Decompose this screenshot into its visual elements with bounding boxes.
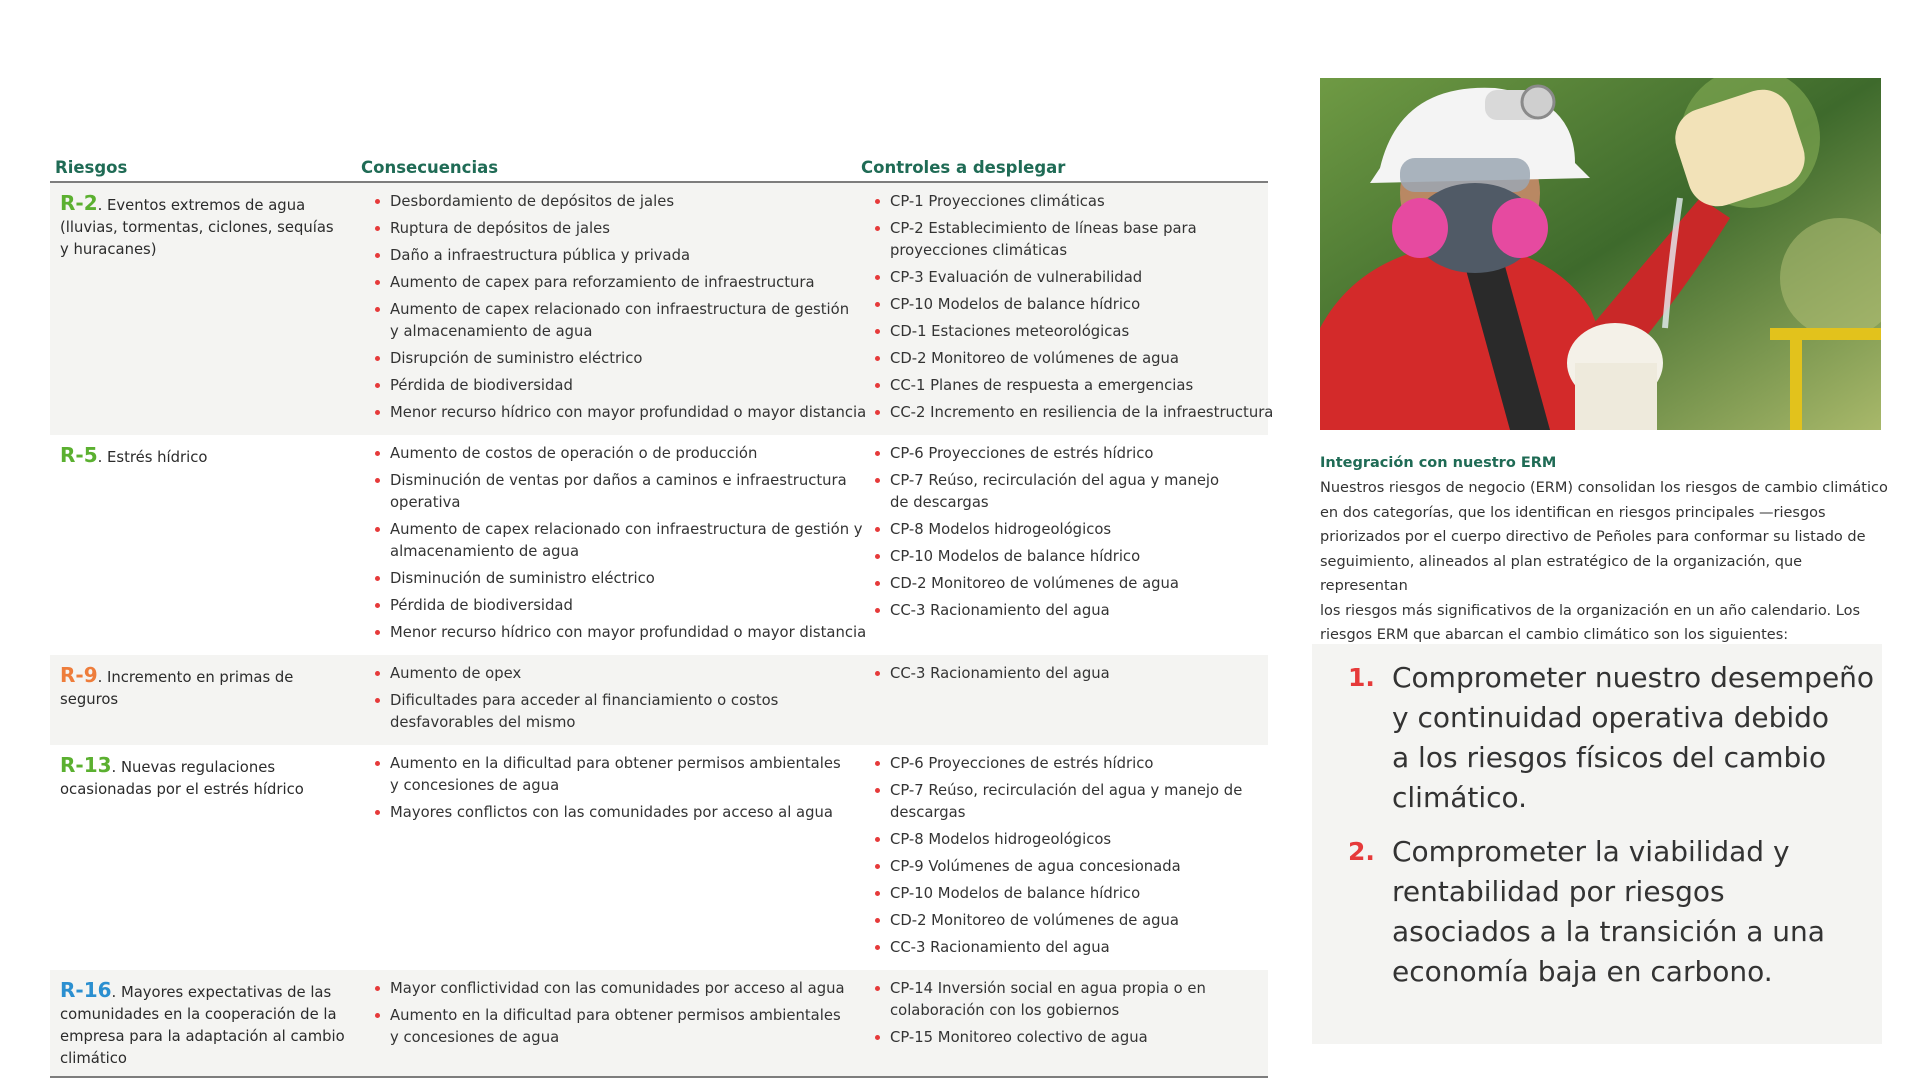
erm-risk-text: a los riesgos físicos del cambio [1392,741,1827,774]
erm-risk-text: y continuidad operativa debido [1392,701,1830,734]
consequence-text: Aumento de costos de operación o de producción [390,445,758,462]
controls-header: Controles a desplegar [856,158,1268,182]
integration-line: los riesgos más significativos de la organización en un año calendario. Los [1320,602,1861,619]
consequence-item [390,568,850,590]
risk-description: . Incremento en primas de seguros [60,669,294,708]
control-item [890,218,1262,262]
control-item [890,191,1262,213]
consequence-item [390,443,850,465]
consequence-text: Desbordamiento de depósitos de jales [390,193,675,210]
consequences-list [366,663,850,734]
control-item [890,856,1262,878]
integration-line: Nuestros riesgos de negocio (ERM) consolidan los riesgos de cambio climático [1320,480,1888,496]
controls-cell [856,435,1268,655]
erm-risk-text: Comprometer nuestro desempeño [1392,661,1875,694]
risk-code: R-9 [60,663,98,687]
control-text: CP-10 Modelos de balance hídrico [890,885,1141,902]
control-item [890,829,1262,851]
erm-risk-text: rentabilidad por riesgos [1392,875,1725,908]
risk-cell [50,745,356,970]
control-text: CC-3 Racionamiento del agua [890,602,1110,619]
consequence-text: Pérdida de biodiversidad [390,377,573,394]
control-item [890,348,1262,370]
control-item [890,883,1262,905]
table-row [50,182,1268,435]
control-item [890,519,1262,541]
consequence-text: Daño a infraestructura pública y privada [390,247,691,264]
controls-list [866,443,1262,622]
risk-description: . Nuevas regulaciones [111,759,276,776]
consequences-list [366,191,867,424]
consequence-text: y concesiones de agua [390,1029,560,1046]
consequences-list [366,443,867,644]
table-row [50,745,1268,970]
control-text: CP-6 Proyecciones de estrés hídrico [890,445,1154,462]
control-item [890,978,1262,1022]
control-text: CP-14 Inversión social en agua propia o en [890,980,1206,997]
consequence-item [390,402,867,424]
control-text: CD-1 Estaciones meteorológicas [890,323,1130,340]
risk-description: (lluvias, tormentas, ciclones, sequías [60,219,334,236]
consequence-item [390,299,850,343]
worker-illustration [1320,78,1881,430]
control-text: CP-2 Establecimiento de líneas base para [890,220,1197,237]
control-text: CP-7 Reúso, recirculación del agua y manejo [890,472,1220,489]
control-text: CD-2 Monitoreo de volúmenes de agua [890,575,1179,592]
control-text: CP-10 Modelos de balance hídrico [890,548,1141,565]
risks-header: Riesgos [50,158,356,182]
control-item [890,321,1262,343]
consequence-item [390,375,850,397]
controls-cell [856,182,1274,435]
integration-paragraph [1320,476,1888,648]
erm-risk-text: asociados a la transición a una [1392,915,1825,948]
erm-risk-number: 2. [1348,837,1375,866]
consequence-text: Aumento de capex relacionado con infraestructura de gestión [390,301,850,318]
control-item [890,470,1262,514]
consequence-text: y concesiones de agua [390,777,560,794]
consequences-cell [356,182,867,435]
consequence-text: Disminución de suministro eléctrico [390,570,655,587]
controls-cell [856,655,1268,745]
control-text: CC-3 Racionamiento del agua [890,665,1110,682]
erm-risk-item [1312,658,1882,818]
risk-code: R-16 [60,978,112,1002]
erm-risk-text: climático. [1392,781,1528,814]
risk-cell [50,655,356,745]
consequence-text: Ruptura de depósitos de jales [390,220,610,237]
consequences-header: Consecuencias [356,158,856,182]
risk-description: . Eventos extremos de agua [97,197,306,214]
control-text: colaboración con los gobiernos [890,1002,1120,1019]
consequence-text: Disminución de ventas por daños a caminos e infraestructura [390,472,847,489]
control-text: CC-3 Racionamiento del agua [890,939,1110,956]
consequence-item [390,218,850,240]
controls-cell [856,745,1268,970]
consequence-text: y almacenamiento de agua [390,323,593,340]
consequences-cell [356,745,856,970]
consequence-item [390,348,850,370]
consequence-text: Aumento en la dificultad para obtener permisos ambientales [390,1007,841,1024]
consequence-text: Disrupción de suministro eléctrico [390,350,643,367]
risk-description: y huracanes) [60,241,157,258]
control-item [890,267,1262,289]
controls-list [866,978,1262,1049]
consequence-item [390,191,850,213]
erm-risk-text: Comprometer la viabilidad y [1392,835,1790,868]
controls-list [866,191,1274,424]
control-text: CP-8 Modelos hidrogeológicos [890,831,1112,848]
consequence-item [390,690,850,734]
risk-cell [50,435,356,655]
table-row [50,435,1268,655]
control-item [890,600,1262,622]
risk-description: ocasionadas por el estrés hídrico [60,781,304,798]
control-item [890,780,1262,824]
control-item [890,937,1262,959]
table-header-row [50,158,1268,182]
integration-line: priorizados por el cuerpo directivo de Peñoles para conformar su listado de [1320,529,1866,545]
consequence-item [390,272,850,294]
integration-line: en dos categorías, que los identifican en riesgos principales —riesgos [1320,504,1826,521]
consequence-text: Aumento de opex [390,665,522,682]
consequence-text: Aumento de capex relacionado con infraestructura de gestión y [390,521,863,538]
risk-cell [50,970,356,1077]
consequence-text: Menor recurso hídrico con mayor profundidad o mayor distancia [390,404,867,421]
control-item [890,663,1262,685]
control-item [890,910,1262,932]
control-text: CD-2 Monitoreo de volúmenes de agua [890,350,1179,367]
risk-table [50,158,1274,1078]
control-item [890,375,1262,397]
control-text: descargas [890,804,966,821]
control-text: CP-15 Monitoreo colectivo de agua [890,1029,1148,1046]
consequence-text: Aumento de capex para reforzamiento de infraestructura [390,274,815,291]
consequences-list [366,978,850,1049]
risk-description: . Estrés hídrico [97,449,208,466]
control-text: CP-3 Evaluación de vulnerabilidad [890,269,1143,286]
control-item [890,1027,1262,1049]
consequence-item [390,753,850,797]
consequences-cell [356,655,856,745]
controls-cell [856,970,1268,1077]
consequence-item [390,1005,850,1049]
controls-list [866,753,1262,959]
erm-risk-text: economía baja en carbono. [1392,955,1773,988]
erm-risks-box [1312,644,1882,1044]
risk-cell [50,182,356,435]
control-text: de descargas [890,494,989,511]
control-text: CC-2 Incremento en resiliencia de la infraestructura [890,404,1274,421]
control-text: proyecciones climáticas [890,242,1068,259]
risk-description: . Mayores expectativas de las [111,984,332,1001]
erm-risk-item [1312,832,1882,992]
risk-code: R-13 [60,753,112,777]
controls-list [866,663,1262,685]
risk-code: R-2 [60,191,98,215]
control-item [890,294,1262,316]
control-item [890,402,1274,424]
risk-description: climático [60,1050,127,1067]
consequence-text: desfavorables del mismo [390,714,576,731]
table-row [50,655,1268,745]
control-text: CP-9 Volúmenes de agua concesionada [890,858,1181,875]
consequence-item [390,802,850,824]
control-item [890,443,1262,465]
control-text: CP-8 Modelos hidrogeológicos [890,521,1112,538]
consequence-item [390,470,850,514]
consequences-list [366,753,850,824]
consequence-text: Mayores conflictos con las comunidades por acceso al agua [390,804,833,821]
integration-title: Integración con nuestro ERM [1320,455,1557,471]
consequence-text: Pérdida de biodiversidad [390,597,573,614]
risk-code: R-5 [60,443,98,467]
consequence-text: almacenamiento de agua [390,543,580,560]
control-item [890,753,1262,775]
control-text: CP-10 Modelos de balance hídrico [890,296,1141,313]
consequence-text: Menor recurso hídrico con mayor profundidad o mayor distancia [390,624,867,641]
risk-description: empresa para la adaptación al cambio [60,1028,345,1045]
control-item [890,573,1262,595]
worker-photo [1320,78,1881,430]
integration-line: seguimiento, alineados al plan estratégico de la organización, que representan [1320,553,1803,594]
consequence-text: operativa [390,494,461,511]
consequence-text: Aumento en la dificultad para obtener permisos ambientales [390,755,841,772]
control-text: CP-6 Proyecciones de estrés hídrico [890,755,1154,772]
control-text: CD-2 Monitoreo de volúmenes de agua [890,912,1179,929]
risk-description: comunidades en la cooperación de la [60,1006,337,1023]
consequence-item [390,519,863,563]
consequence-item [390,622,867,644]
consequences-cell [356,970,856,1077]
consequence-item [390,595,850,617]
consequence-text: Mayor conflictividad con las comunidades por acceso al agua [390,980,845,997]
consequence-item [390,663,850,685]
risk-table-body [50,182,1274,1077]
control-text: CP-7 Reúso, recirculación del agua y manejo de [890,782,1243,799]
control-text: CP-1 Proyecciones climáticas [890,193,1105,210]
erm-risk-number: 1. [1348,663,1375,692]
table-row [50,970,1268,1077]
consequence-item [390,978,850,1000]
consequence-item [390,245,850,267]
consequence-text: Dificultades para acceder al financiamiento o costos [390,692,779,709]
integration-line: riesgos ERM que abarcan el cambio climático son los siguientes: [1320,627,1789,643]
control-item [890,546,1262,568]
control-text: CC-1 Planes de respuesta a emergencias [890,377,1194,394]
consequences-cell [356,435,867,655]
erm-risks-list [1312,658,1882,992]
